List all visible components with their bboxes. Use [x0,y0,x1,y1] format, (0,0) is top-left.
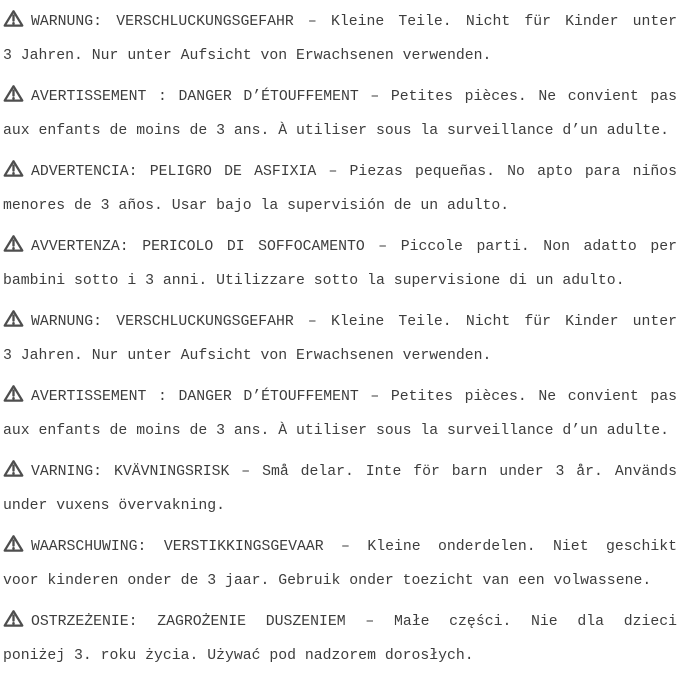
warning-triangle-icon [3,384,24,403]
warning-paragraph-5 [3,305,677,373]
warning-line-1 [3,455,677,489]
warning-text-continued: 3 Jahren. Nur unter Aufsicht von Erwachsenen verwenden. [3,348,492,364]
warning-text-continued: aux enfants de moins de 3 ans. À utiliser sous la surveillance d’un adulte. [3,123,669,139]
warning-text: WARNUNG: VERSCHLUCKUNGSGEFAHR – Kleine Teile. Nicht für Kinder unter [31,14,677,30]
warning-text: AVVERTENZA: PERICOLO DI SOFFOCAMENTO – Piccole parti. Non adatto per [31,239,677,255]
warning-triangle-icon [3,534,24,553]
warnings-list [0,5,679,673]
warning-paragraph-7 [3,455,677,523]
warning-text-continued: menores de 3 años. Usar bajo la supervisión de un adulto. [3,198,510,214]
warning-triangle-icon [3,309,24,328]
warning-triangle-icon [3,459,24,478]
warning-paragraph-1 [3,5,677,73]
warning-line-1 [3,605,677,639]
warning-line-1 [3,305,677,339]
warning-line-1 [3,230,677,264]
warning-text: WARNUNG: VERSCHLUCKUNGSGEFAHR – Kleine Teile. Nicht für Kinder unter [31,314,677,330]
warning-triangle-icon [3,84,24,103]
warning-line-1 [3,155,677,189]
warning-text: AVERTISSEMENT : DANGER D’ÉTOUFFEMENT – Petites pièces. Ne convient pas [31,389,677,405]
warning-text-continued: poniżej 3. roku życia. Używać pod nadzorem dorosłych. [3,648,474,664]
warning-paragraph-3 [3,155,677,223]
warning-text: OSTRZEŻENIE: ZAGROŻENIE DUSZENIEM – Małe części. Nie dla dzieci [31,614,677,630]
warning-line-1 [3,530,677,564]
warning-line-1 [3,80,677,114]
warning-line-1 [3,5,677,39]
warning-text-continued: aux enfants de moins de 3 ans. À utiliser sous la surveillance d’un adulte. [3,423,669,439]
warning-text: AVERTISSEMENT : DANGER D’ÉTOUFFEMENT – Petites pièces. Ne convient pas [31,89,677,105]
warning-text-continued: voor kinderen onder de 3 jaar. Gebruik onder toezicht van een volwassene. [3,573,652,589]
warning-triangle-icon [3,234,24,253]
warning-paragraph-8 [3,530,677,598]
warning-paragraph-6 [3,380,677,448]
warning-text-continued: bambini sotto i 3 anni. Utilizzare sotto la supervisione di un adulto. [3,273,625,289]
warning-triangle-icon [3,9,24,28]
warning-paragraph-2 [3,80,677,148]
warning-text-continued: under vuxens övervakning. [3,498,225,514]
warning-paragraph-4 [3,230,677,298]
warning-triangle-icon [3,159,24,178]
warning-text-continued: 3 Jahren. Nur unter Aufsicht von Erwachsenen verwenden. [3,48,492,64]
warning-paragraph-9 [3,605,677,673]
warning-line-1 [3,380,677,414]
warning-triangle-icon [3,609,24,628]
warning-text: WAARSCHUWING: VERSTIKKINGSGEVAAR – Kleine onderdelen. Niet geschikt [31,539,677,555]
warning-text: VARNING: KVÄVNINGSRISK – Små delar. Inte för barn under 3 år. Används [31,464,677,480]
warning-text: ADVERTENCIA: PELIGRO DE ASFIXIA – Piezas pequeñas. No apto para niños [31,164,677,180]
